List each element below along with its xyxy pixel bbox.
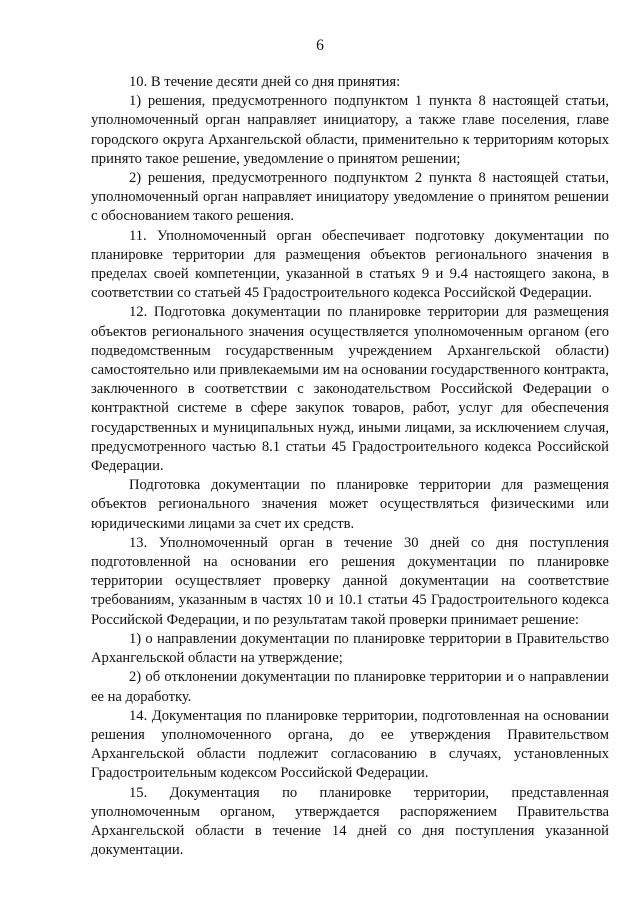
- paragraph-11: 11. Уполномоченный орган обеспечивает подготовку документации по планировке территории для размещения объектов регионального значения в пределах своей компетенции, указанной в статьях 9 и 9.4 настоящего закона, в соответствии со статьей 45 Градостроительного кодекса Российской Федерации.: [91, 227, 609, 302]
- paragraph-10-item-1: 1) решения, предусмотренного подпунктом 1 пункта 8 настоящей статьи, уполномоченный орган направляет инициатору, а также главе поселения, главе городского округа Архангельской области, применительно к территориям которых принято такое решение, уведомление о принятом решении;: [91, 93, 609, 167]
- paragraph-13-item-1: 1) о направлении документации по планировке территории в Правительство Архангельской области на утверждение;: [91, 630, 609, 667]
- paragraph-10-item-2: 2) решения, предусмотренного подпунктом 2 пункта 8 настоящей статьи, уполномоченный орган направляет инициатору уведомление о принятом решении с обоснованием такого решения.: [91, 170, 609, 225]
- paragraph-14: 14. Документация по планировке территории, подготовленная на основании решения уполномоченного органа, до ее утверждения Правительством Архангельской области подлежит согласованию в случаях, установленных Градостроительным кодексом Российской Федерации.: [91, 707, 609, 782]
- page-number: 6: [316, 37, 324, 54]
- document-body: [91, 73, 609, 860]
- paragraph-12: 12. Подготовка документации по планировке территории для размещения объектов регионального значения осуществляется уполномоченным органом (его подведомственным государственным учреждением Архангельской области) самостоятельно или привлекаемыми им на основании государственного контракта, заключенного в соответствии с законодательством Российской Федерации о контрактной системе в сфере закупок товаров, работ, услуг для обеспечения государственных и муниципальных нужд, иными лицами, за исключением случая, предусмотренного частью 8.1 статьи 45 Градостроительного кодекса Российской Федерации.: [91, 304, 609, 475]
- paragraph-12-continuation: Подготовка документации по планировке территории для размещения объектов регионального значения может осуществляться физическими или юридическими лицами за счет их средств.: [91, 477, 609, 532]
- paragraph-13: 13. Уполномоченный орган в течение 30 дней со дня поступления подготовленной на основании его решения документации по планировке территории осуществляет проверку данной документации на соответствие требованиям, указанным в частях 10 и 10.1 статьи 45 Градостроительного кодекса Российской Федерации, и по результатам такой проверки принимает решение:: [91, 534, 609, 628]
- paragraph-15: 15. Документация по планировке территории, представленная уполномоченным органом, утверждается распоряжением Правительства Архангельской области в течение 14 дней со дня поступления указанной документации.: [91, 784, 609, 859]
- paragraph-13-item-2: 2) об отклонении документации по планировке территории и о направлении ее на доработку.: [91, 669, 609, 705]
- paragraph-10: 10. В течение десяти дней со дня принятия:: [129, 74, 401, 90]
